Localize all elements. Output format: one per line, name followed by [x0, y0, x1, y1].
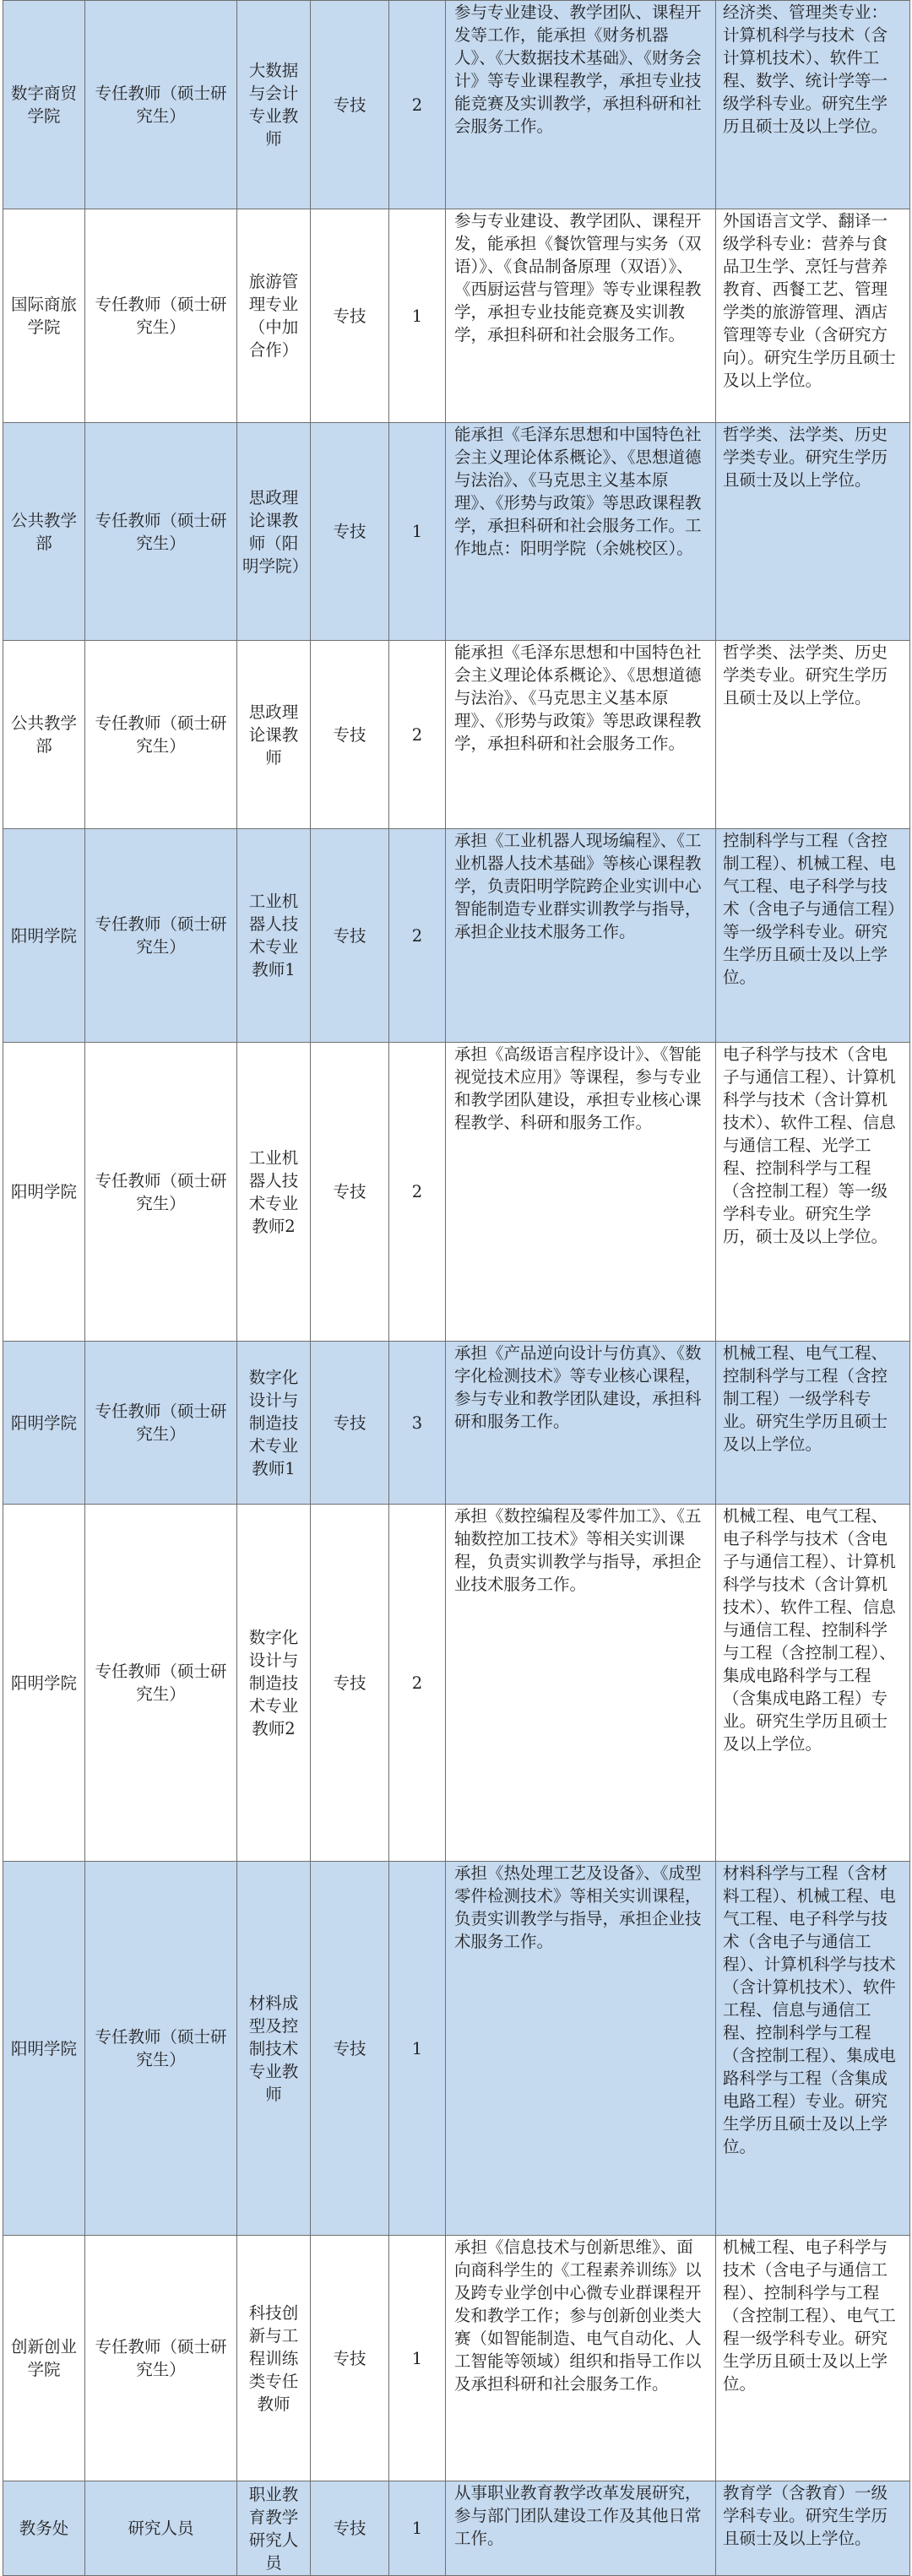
college-cell [3, 1342, 85, 1505]
duty-cell [446, 2236, 716, 2481]
position-cell [85, 1862, 237, 2236]
headcount-text: 2 [411, 1182, 423, 1201]
category-text: 专技 [333, 724, 366, 745]
post-name-text: 工业机器人技术专业教师2 [248, 1147, 299, 1236]
post-name-text: 旅游管理专业（中加合作） [248, 272, 299, 360]
position-text: 专任教师（硕士研究生） [95, 713, 227, 756]
table-row [3, 1505, 910, 1862]
post-name-cell [237, 641, 311, 829]
college-text: 国际商旅学院 [10, 295, 77, 337]
table-row [3, 1043, 910, 1342]
post-name-cell [237, 1043, 311, 1342]
category-cell [311, 2481, 389, 2576]
requirement-text: 机械工程、电气工程、控制科学与工程（含控制工程）一级学科专业。研究生学历且硕士及以上学位。 [723, 1343, 888, 1454]
category-text: 专技 [333, 1182, 366, 1201]
duty-text: 承担《高级语言程序设计》、《智能视觉技术应用》等课程，参与专业和教学团队建设，承担专业核心课程教学、科研和服务工作。 [454, 1044, 702, 1132]
post-name-cell [237, 829, 311, 1043]
requirement-cell [716, 2236, 910, 2481]
duty-cell [446, 1862, 716, 2236]
position-text: 专任教师（硕士研究生） [95, 2337, 227, 2379]
category-cell [311, 1043, 389, 1342]
category-text: 专技 [333, 306, 366, 326]
headcount-text: 2 [411, 95, 423, 115]
duty-text: 承担《工业机器人现场编程》、《工业机器人技术基础》等核心课程教学，负责阳明学院跨企业实训中心智能制造专业群实训教学与指导，承担企业技术服务工作。 [454, 831, 702, 941]
headcount-cell [389, 1342, 446, 1505]
duty-text: 承担《信息技术与创新思维》、面向商科学生的《工程素养训练》以及跨专业学创中心微专业群课程开发和教学工作；参与创新创业类大赛（如智能制造、电气自动化、人工智能等领域）组织和指导工作以及承担科研和社会服务工作。 [454, 2237, 702, 2394]
position-text: 专任教师（硕士研究生） [95, 295, 227, 337]
position-text: 专任教师（硕士研究生） [95, 1662, 227, 1704]
duty-cell [446, 2481, 716, 2576]
requirement-cell [716, 641, 910, 829]
post-name-text: 科技创新与工程训练类专任教师 [248, 2302, 299, 2414]
position-text: 专任教师（硕士研究生） [95, 510, 227, 553]
post-name-text: 思政理论课教师 [248, 702, 299, 767]
requirement-text: 经济类、管理类专业：计算机科学与技术（含计算机技术）、软件工程、数学、统计学等一级学科专业。研究生学历且硕士及以上学位。 [723, 3, 888, 136]
requirement-text: 机械工程、电子科学与技术（含电子与通信工程）、控制科学与工程（含控制工程）、电气工程一级学科专业。研究生学历且硕士及以上学位。 [723, 2237, 896, 2394]
duty-cell [446, 1505, 716, 1862]
post-name-text: 思政理论课教师（阳明学院） [242, 487, 309, 576]
duty-text: 参与专业建设、教学团队、课程开发等工作，能承担《财务机器人》、《大数据技术基础》、《财务会计》等专业课程教学，承担专业技能竞赛及实训教学，承担科研和社会服务工作。 [454, 3, 702, 136]
headcount-cell [389, 1, 446, 209]
category-cell [311, 423, 389, 641]
position-text: 专任教师（硕士研究生） [95, 2027, 227, 2069]
category-text: 专技 [333, 1413, 366, 1433]
requirement-cell [716, 423, 910, 641]
requirement-cell [716, 1862, 910, 2236]
category-cell [311, 1505, 389, 1862]
position-text: 专任教师（硕士研究生） [95, 84, 227, 126]
requirement-cell [716, 1342, 910, 1505]
duty-text: 承担《热处理工艺及设备》、《成型零件检测技术》等相关实训课程，负责实训教学与指导，承担企业技术服务工作。 [454, 1863, 702, 1951]
requirement-cell [716, 1505, 910, 1862]
headcount-cell [389, 829, 446, 1043]
headcount-text: 2 [411, 1673, 423, 1693]
post-name-text: 材料成型及控制技术专业教师 [248, 1993, 299, 2104]
position-cell [85, 1043, 237, 1342]
headcount-cell [389, 423, 446, 641]
post-name-text: 数字化设计与制造技术专业教师2 [248, 1627, 299, 1738]
category-cell [311, 829, 389, 1043]
requirement-text: 材料科学与工程（含材料工程）、机械工程、电气工程、电子科学与技术（含电子与通信工程）、计算机科学与技术（含计算机技术）、软件工程、信息与通信工程、控制科学与工程（含控制工程）、集成电路科学与工程（含集成电路工程）专业。研究生学历且硕士及以上学位。 [723, 1863, 896, 2156]
college-cell [3, 1043, 85, 1342]
post-name-text: 数字化设计与制造技术专业教师1 [248, 1367, 299, 1478]
duty-cell [446, 1342, 716, 1505]
duty-cell [446, 423, 716, 641]
requirement-cell [716, 1043, 910, 1342]
requirement-cell [716, 829, 910, 1043]
headcount-cell [389, 1862, 446, 2236]
table-row [3, 1342, 910, 1505]
post-name-text: 职业教育教学研究人员 [248, 2484, 299, 2573]
post-name-cell [237, 423, 311, 641]
category-cell [311, 641, 389, 829]
table-row [3, 209, 910, 423]
category-text: 专技 [333, 1673, 366, 1693]
college-text: 阳明学院 [10, 1673, 77, 1693]
post-name-cell [237, 2481, 311, 2576]
requirement-text: 外国语言文学、翻译一级学科专业：营养与食品卫生学、烹饪与营养教育、西餐工艺、管理学类的旅游管理、酒店管理等专业（含研究方向）。研究生学历且硕士及以上学位。 [723, 211, 896, 390]
requirement-text: 控制科学与工程（含控制工程）、机械工程、电气工程、电子科学与技术（含电子与通信工程）等一级学科专业。研究生学历且硕士及以上学位。 [723, 831, 896, 987]
position-text: 专任教师（硕士研究生） [95, 1402, 227, 1444]
post-name-cell [237, 2236, 311, 2481]
recruitment-table [3, 0, 910, 2576]
table-row [3, 829, 910, 1043]
duty-cell [446, 829, 716, 1043]
position-cell [85, 2481, 237, 2576]
category-text: 专技 [333, 95, 366, 115]
headcount-text: 3 [411, 1413, 423, 1433]
position-cell [85, 1505, 237, 1862]
recruitment-table-container [3, 0, 909, 2576]
requirement-cell [716, 2481, 910, 2576]
table-row [3, 1862, 910, 2236]
headcount-cell [389, 2236, 446, 2481]
duty-cell [446, 1, 716, 209]
college-text: 教务处 [19, 2519, 69, 2538]
category-cell [311, 1, 389, 209]
position-text: 专任教师（硕士研究生） [95, 914, 227, 957]
table-body [3, 1, 910, 2576]
college-cell [3, 1, 85, 209]
college-cell [3, 209, 85, 423]
college-cell [3, 641, 85, 829]
duty-text: 能承担《毛泽东思想和中国特色社会主义理论体系概论》、《思想道德与法治》、《马克思主义基本原理》、《形势与政策》等思政课程教学，承担科研和社会服务工作。 [454, 643, 702, 753]
requirement-text: 教育学（含教育）一级学科专业。研究生学历且硕士及以上学位。 [723, 2483, 888, 2548]
post-name-cell [237, 209, 311, 423]
requirement-cell [716, 209, 910, 423]
position-cell [85, 641, 237, 829]
college-cell [3, 829, 85, 1043]
college-text: 阳明学院 [10, 925, 77, 946]
table-row [3, 2481, 910, 2576]
category-cell [311, 1862, 389, 2236]
post-name-text: 工业机器人技术专业教师1 [248, 892, 299, 979]
duty-cell [446, 641, 716, 829]
post-name-cell [237, 1342, 311, 1505]
college-cell [3, 1505, 85, 1862]
college-cell [3, 2236, 85, 2481]
position-text: 专任教师（硕士研究生） [95, 1170, 227, 1213]
duty-cell [446, 209, 716, 423]
category-text: 专技 [333, 925, 366, 946]
table-row [3, 641, 910, 829]
table-row [3, 1, 910, 209]
headcount-text: 1 [411, 2038, 423, 2058]
college-text: 阳明学院 [10, 1413, 77, 1433]
category-text: 专技 [333, 522, 366, 541]
requirement-text: 哲学类、法学类、历史学类专业。研究生学历且硕士及以上学位。 [723, 425, 888, 490]
requirement-text: 哲学类、法学类、历史学类专业。研究生学历且硕士及以上学位。 [723, 643, 888, 708]
category-cell [311, 2236, 389, 2481]
headcount-cell [389, 1505, 446, 1862]
category-text: 专技 [333, 2038, 366, 2058]
college-text: 阳明学院 [10, 2038, 77, 2058]
post-name-cell [237, 1505, 311, 1862]
position-cell [85, 829, 237, 1043]
duty-text: 参与专业建设、教学团队、课程开发，能承担《餐饮管理与实务（双语）》、《食品制备原理（双语）》、《西厨运营与管理》等专业课程教学，承担专业技能竞赛及实训教学，承担科研和社会服务工作。 [454, 211, 702, 344]
post-name-text: 大数据与会计专业教师 [248, 61, 299, 149]
post-name-cell [237, 1, 311, 209]
headcount-text: 1 [411, 2348, 423, 2368]
headcount-cell [389, 2481, 446, 2576]
category-text: 专技 [333, 2348, 366, 2368]
table-row [3, 423, 910, 641]
duty-text: 承担《产品逆向设计与仿真》、《数字化检测技术》等专业核心课程，参与专业和教学团队建设，承担科研和服务工作。 [454, 1343, 702, 1431]
headcount-text: 1 [411, 2519, 423, 2538]
category-text: 专技 [333, 2519, 366, 2538]
position-cell [85, 1342, 237, 1505]
college-cell [3, 2481, 85, 2576]
position-text: 研究人员 [128, 2519, 194, 2538]
category-cell [311, 1342, 389, 1505]
requirement-text: 机械工程、电气工程、电子科学与技术（含电子与通信工程）、计算机科学与技术（含计算机技术）、软件工程、信息与通信工程、控制科学与工程（含控制工程）、集成电路科学与工程（含集成电路工程）专业。研究生学历且硕士及以上学位。 [723, 1506, 896, 1754]
headcount-text: 2 [411, 925, 423, 946]
headcount-text: 1 [411, 306, 423, 326]
college-text: 公共教学部 [10, 713, 77, 756]
position-cell [85, 209, 237, 423]
college-text: 数字商贸学院 [10, 84, 77, 126]
headcount-text: 2 [411, 724, 423, 745]
duty-text: 承担《数控编程及零件加工》、《五轴数控加工技术》等相关实训课程，负责实训教学与指导，承担企业技术服务工作。 [454, 1506, 702, 1594]
position-cell [85, 1, 237, 209]
post-name-cell [237, 1862, 311, 2236]
duty-text: 从事职业教育教学改革发展研究，参与部门团队建设工作及其他日常工作。 [454, 2483, 702, 2548]
college-text: 创新创业学院 [10, 2337, 77, 2379]
category-cell [311, 209, 389, 423]
duty-text: 能承担《毛泽东思想和中国特色社会主义理论体系概论》、《思想道德与法治》、《马克思主义基本原理》、《形势与政策》等思政课程教学，承担科研和社会服务工作。工作地点：阳明学院（余姚校区）。 [454, 425, 702, 558]
college-cell [3, 423, 85, 641]
college-text: 公共教学部 [10, 510, 77, 553]
requirement-text: 电子科学与技术（含电子与通信工程）、计算机科学与技术（含计算机技术）、软件工程、信息与通信工程、光学工程、控制科学与工程（含控制工程）等一级学科专业。研究生学历，硕士及以上学位。 [723, 1044, 896, 1246]
headcount-text: 1 [411, 522, 423, 541]
headcount-cell [389, 1043, 446, 1342]
position-cell [85, 2236, 237, 2481]
position-cell [85, 423, 237, 641]
college-cell [3, 1862, 85, 2236]
college-text: 阳明学院 [10, 1182, 77, 1201]
requirement-cell [716, 1, 910, 209]
headcount-cell [389, 209, 446, 423]
table-row [3, 2236, 910, 2481]
duty-cell [446, 1043, 716, 1342]
headcount-cell [389, 641, 446, 829]
